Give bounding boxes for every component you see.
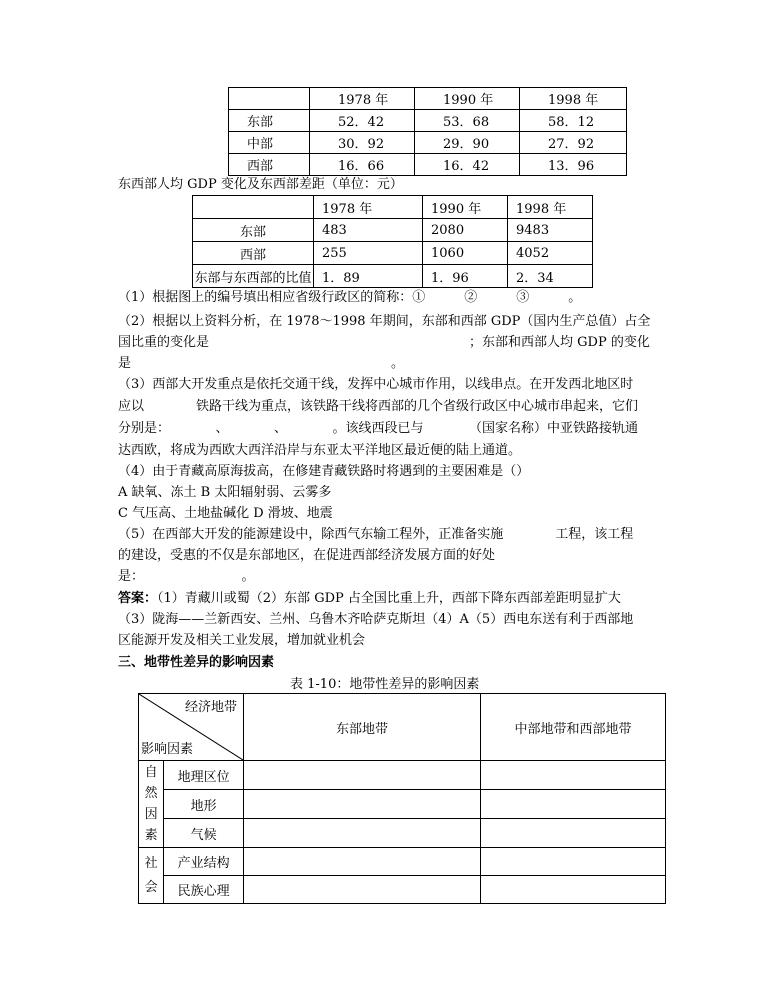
table-cell: 1060 <box>423 242 508 265</box>
question-3-line: 应以 铁路干线为重点，该铁路干线将西部的几个省级行政区中心城市串起来，它们 <box>118 399 639 414</box>
column-header-central-west: 中部地带和西部地带 <box>481 694 666 761</box>
table-header-row <box>193 196 593 219</box>
corner-label-top: 经济地带 <box>185 700 238 715</box>
table-header-cell: 1978 年 <box>314 196 423 219</box>
group-label-social <box>139 848 164 904</box>
gdp-share-table <box>228 87 627 176</box>
question-1: （1）根据图上的编号填出相应省级行政区的简称：① ② ③ 。 <box>118 290 582 305</box>
answer-line-2: （3）陇海——兰新西安、兰州、乌鲁木齐哈萨克斯坦（4）A（5）西电东送有利于西部地 <box>118 612 634 627</box>
table-header-row <box>229 88 627 110</box>
question-3-line: （3）西部大开发重点是依托交通干线，发挥中心城市作用，以线串点。在开发西北地区时 <box>118 377 634 392</box>
table-cell: 1．96 <box>423 265 508 288</box>
row-label: 气候 <box>164 819 244 848</box>
table-row <box>193 265 593 288</box>
table-cell: 53．68 <box>415 110 520 132</box>
table-cell: 483 <box>314 219 423 242</box>
answer-label: 答案： <box>118 591 158 606</box>
table-row <box>229 154 627 176</box>
table-cell <box>481 790 666 819</box>
table-cell: 13．96 <box>520 154 627 176</box>
answer-line-3: 区能源开发及相关工业发展，增加就业机会 <box>118 633 366 648</box>
table-row <box>193 242 593 265</box>
table-header-cell: 1990 年 <box>423 196 508 219</box>
table-row <box>139 848 666 876</box>
question-5-line: （5）在西部大开发的能源建设中，除西气东输工程外，正准备实施 工程，该工程 <box>118 527 634 542</box>
table-cell: 27．92 <box>520 132 627 154</box>
table-header-cell: 1998 年 <box>508 196 593 219</box>
table-cell: 16．42 <box>415 154 520 176</box>
question-2-line: （2）根据以上资料分析，在 1978～1998 年期间，东部和西部 GDP（国内生产总值）占全 <box>118 314 651 329</box>
table-cell: 255 <box>314 242 423 265</box>
table-header-cell: 1990 年 <box>415 88 520 110</box>
table-cell: 9483 <box>508 219 593 242</box>
factors-table <box>138 693 666 904</box>
table-row <box>139 876 666 904</box>
table-cell <box>244 819 481 848</box>
table-row <box>229 132 627 154</box>
table-cell: 29．90 <box>415 132 520 154</box>
table-cell: 16．66 <box>310 154 415 176</box>
question-2-line: 国比重的变化是 ；东部和西部人均 GDP 的变化 <box>118 335 650 350</box>
table-header-cell <box>193 196 314 219</box>
group-label-natural <box>139 761 164 848</box>
table-row <box>193 219 593 242</box>
table-cell <box>244 876 481 904</box>
row-label: 地形 <box>164 790 244 819</box>
question-2-line: 是 。 <box>118 356 405 371</box>
diagonal-header-cell <box>139 694 244 761</box>
table-cell: 4052 <box>508 242 593 265</box>
table-cell: 2．34 <box>508 265 593 288</box>
table-cell <box>481 876 666 904</box>
group-label-text: 自然因素 <box>144 765 158 843</box>
question-5-line: 的建设，受惠的不仅是东部地区，在促进西部经济发展方面的好处 <box>118 548 496 563</box>
table-header-row <box>139 694 666 761</box>
table-cell: 东部与东西部的比值 <box>193 265 314 288</box>
table-cell: 中部 <box>229 132 310 154</box>
table-row <box>139 761 666 790</box>
row-label: 产业结构 <box>164 848 244 876</box>
table-row <box>139 790 666 819</box>
question-4-line: （4）由于青藏高原海拔高，在修建青藏铁路时将遇到的主要困难是（） <box>118 464 530 479</box>
table-cell <box>244 790 481 819</box>
question-4-option: C 气压高、土地盐碱化 D 滑坡、地震 <box>118 506 333 521</box>
question-5-line: 是： 。 <box>118 569 255 584</box>
corner-label-bottom: 影响因素 <box>141 742 194 757</box>
table-cell: 58．12 <box>520 110 627 132</box>
per-capita-gdp-table <box>192 195 593 288</box>
table-cell: 2080 <box>423 219 508 242</box>
table-cell: 西部 <box>193 242 314 265</box>
table-caption: 表 1-10：地带性差异的影响因素 <box>290 677 480 692</box>
table-row <box>229 110 627 132</box>
table-cell <box>481 761 666 790</box>
answer-line-1 <box>118 588 621 610</box>
table-cell <box>244 761 481 790</box>
table-cell <box>481 848 666 876</box>
row-label: 地理区位 <box>164 761 244 790</box>
table-cell: 东部 <box>193 219 314 242</box>
question-3-line: 达西欧，将成为西欧大西洋沿岸与东亚太平洋地区最近便的陆上通道。 <box>118 443 522 458</box>
table-cell <box>244 848 481 876</box>
answer-text: （1）青藏川或蜀（2）东部 GDP 占全国比重上升，西部下降东西部差距明显扩大 <box>157 591 621 606</box>
table-header-cell: 1998 年 <box>520 88 627 110</box>
column-header-east: 东部地带 <box>244 694 481 761</box>
table-cell: 东部 <box>229 110 310 132</box>
group-label-text: 社会 <box>144 855 158 895</box>
table-row <box>139 819 666 848</box>
table-cell: 西部 <box>229 154 310 176</box>
row-label: 民族心理 <box>164 876 244 904</box>
table-cell: 30．92 <box>310 132 415 154</box>
table-header-cell <box>229 88 310 110</box>
table-cell <box>481 819 666 848</box>
question-3-line: 分别是： 、 、 。该线西段已与 （国家名称）中亚铁路接轨通 <box>118 421 639 436</box>
question-4-option: A 缺氧、冻土 B 太阳辐射弱、云雾多 <box>118 485 332 500</box>
table-cell: 1．89 <box>314 265 423 288</box>
table-cell: 52．42 <box>310 110 415 132</box>
table2-caption: 东西部人均 GDP 变化及东西部差距（单位：元） <box>118 177 403 192</box>
table-header-cell: 1978 年 <box>310 88 415 110</box>
section-heading: 三、地带性差异的影响因素 <box>118 655 275 670</box>
